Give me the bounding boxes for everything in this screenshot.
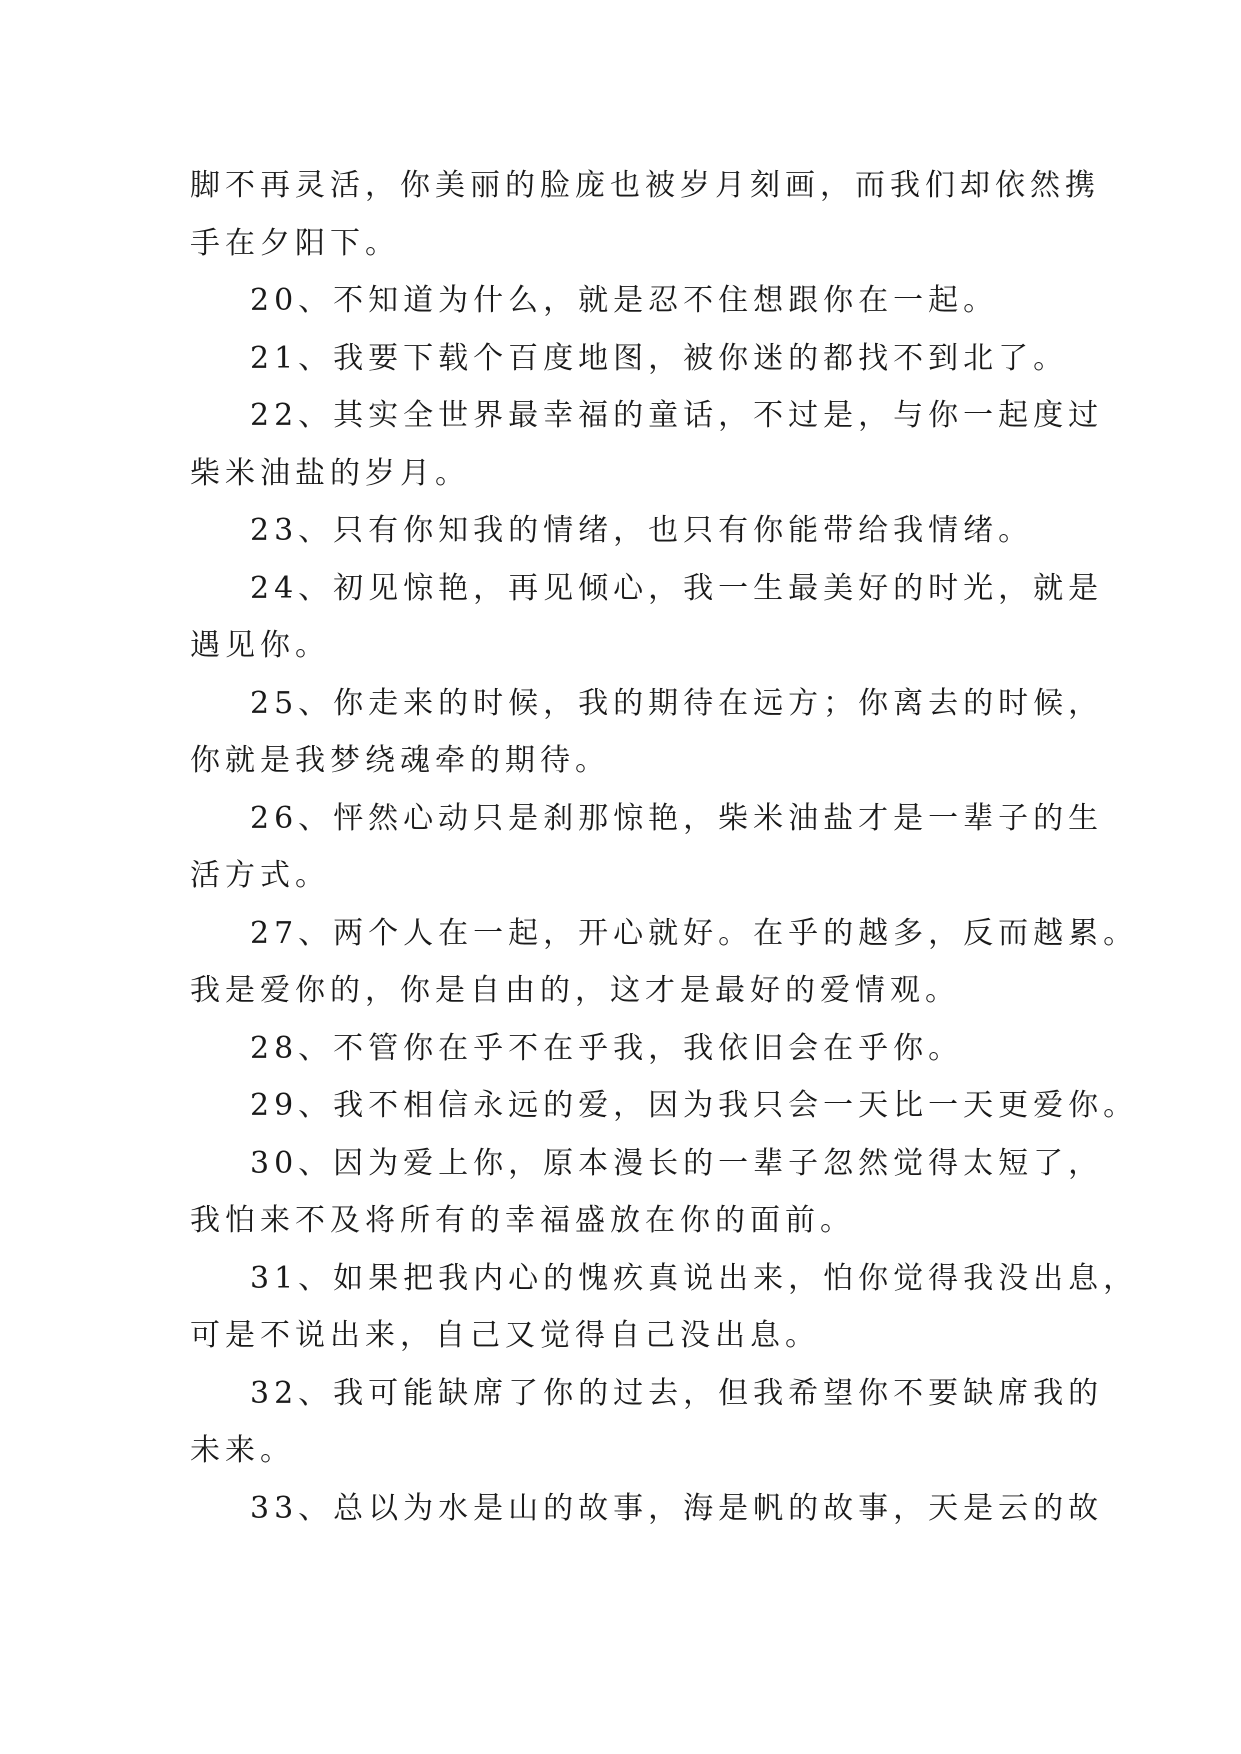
list-item-31-continued: 可是不说出来，自己又觉得自己没出息。 [190, 1318, 820, 1353]
list-item-27-continued: 我是爱你的，你是自由的，这才是最好的爱情观。 [190, 973, 960, 1008]
list-item-26: 26、怦然心动只是刹那惊艳，柴米油盐才是一辈子的生 [250, 801, 1104, 836]
list-item-25-continued: 你就是我梦绕魂牵的期待。 [190, 743, 610, 778]
list-item-24: 24、初见惊艳，再见倾心，我一生最美好的时光，就是 [250, 571, 1104, 606]
list-item-22-continued: 柴米油盐的岁月。 [190, 456, 470, 491]
list-item-26-continued: 活方式。 [190, 858, 330, 893]
list-item-33: 33、总以为水是山的故事，海是帆的故事，天是云的故 [250, 1491, 1104, 1526]
list-item-21: 21、我要下载个百度地图，被你迷的都找不到北了。 [250, 341, 1069, 376]
list-item-24-continued: 遇见你。 [190, 628, 330, 663]
list-item-25: 25、你走来的时候，我的期待在远方；你离去的时候， [250, 686, 1104, 721]
list-item-22: 22、其实全世界最幸福的童话，不过是，与你一起度过 [250, 398, 1104, 433]
list-item-28: 28、不管你在乎不在乎我，我依旧会在乎你。 [250, 1031, 964, 1066]
list-item-29: 29、我不相信永远的爱，因为我只会一天比一天更爱你。 [250, 1088, 1139, 1123]
list-item-20: 20、不知道为什么，就是忍不住想跟你在一起。 [250, 283, 999, 318]
list-item-30: 30、因为爱上你，原本漫长的一辈子忽然觉得太短了， [250, 1146, 1104, 1181]
list-item-31: 31、如果把我内心的愧疚真说出来，怕你觉得我没出息， [250, 1261, 1139, 1296]
list-item-32-continued: 未来。 [190, 1433, 295, 1468]
list-item-27: 27、两个人在一起，开心就好。在乎的越多，反而越累。 [250, 916, 1139, 951]
text-line-2: 手在夕阳下。 [190, 226, 400, 261]
list-item-30-continued: 我怕来不及将所有的幸福盛放在你的面前。 [190, 1203, 855, 1238]
list-item-32: 32、我可能缺席了你的过去，但我希望你不要缺席我的 [250, 1376, 1104, 1411]
text-line-1: 脚不再灵活，你美丽的脸庞也被岁月刻画，而我们却依然携 [190, 168, 1100, 203]
list-item-23: 23、只有你知我的情绪，也只有你能带给我情绪。 [250, 513, 1034, 548]
